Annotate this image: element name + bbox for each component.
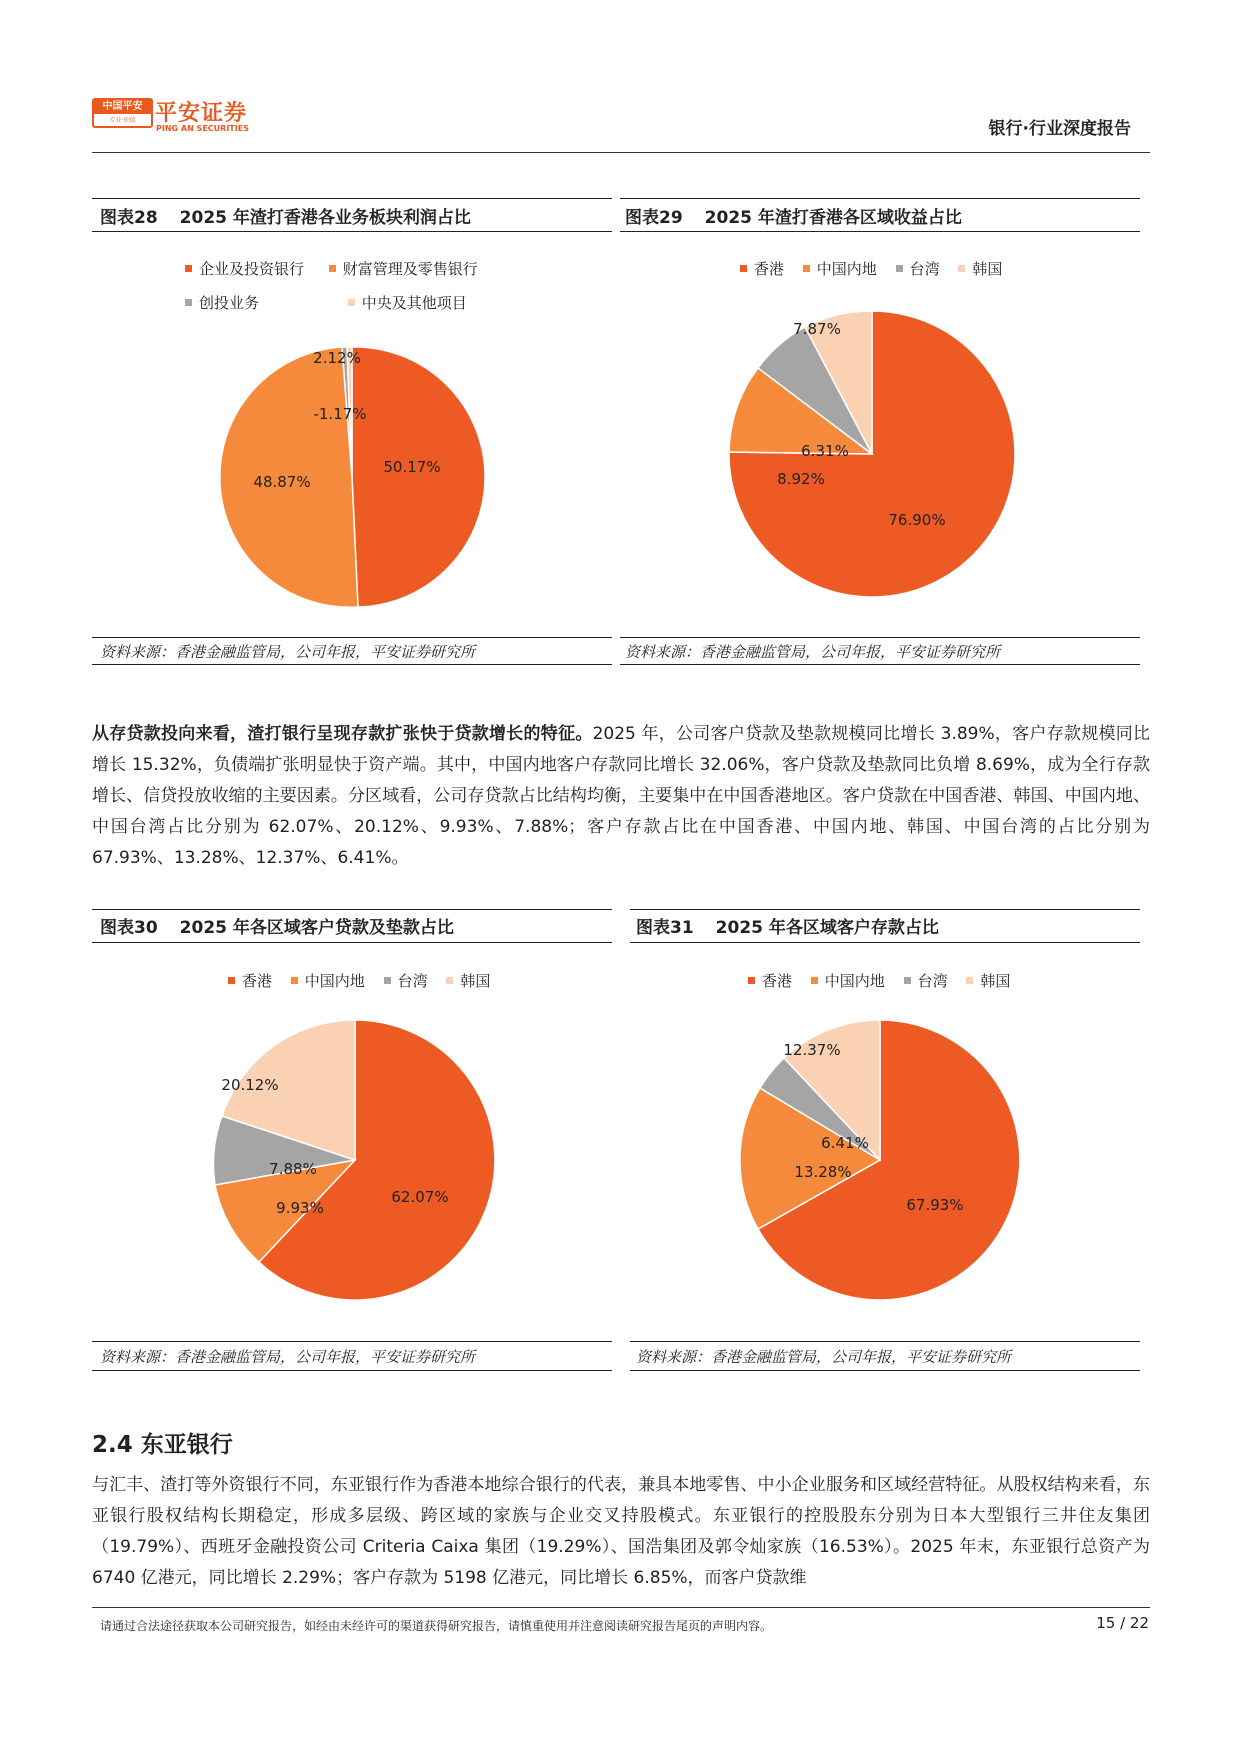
legend-item [384,970,428,991]
legend-swatch [291,977,298,984]
legend-item [748,970,792,991]
legend-label: 中国内地 [816,260,877,278]
footer-divider [92,1607,1150,1608]
legend-label: 创投业务 [199,294,260,312]
pie-chart [720,302,1030,612]
figure-title-text: 2025 年各区域客户贷款及垫款占比 [179,918,454,938]
legend-label: 企业及投资银行 [199,260,305,278]
legend-label: 台湾 [397,972,428,990]
logo-bottom-text: 专业·价值 [109,117,136,124]
legend-swatch [384,977,391,984]
data-label: 67.93% [906,1196,964,1214]
legend-label: 香港 [242,972,273,990]
legend-item [896,258,940,279]
legend-label: 中国内地 [304,972,365,990]
data-label: 50.17% [383,458,441,476]
footer-disclaimer: 请通过合法途径获取本公司研究报告，如经由未经许可的渠道获得研究报告，请慎重使用并注意阅读研究报告尾页的声明内容。 [100,1619,773,1633]
legend-swatch [329,265,336,272]
figure-top-rule [92,909,612,910]
legend-label: 中国内地 [824,972,885,990]
figure-title-rule [92,942,612,943]
legend-swatch [740,265,747,272]
legend-item [966,970,1010,991]
body-paragraph: 与汇丰、渣打等外资银行不同，东亚银行作为香港本地综合银行的代表，兼具本地零售、中小企业服务和区域经营特征。从股权结构来看，东亚银行股权结构长期稳定，形成多层级、跨区域的家族与企业交叉持股模式。东亚银行的控股股东分别为日本大型银行三井住友集团（19.79%）、西班牙金融投资公司 Criteria Caixa 集团（19.29%）、国浩集团及郭令灿家族（16.53%）。2025 年末，东亚银行总资产为 6740 亿港元，同比增长 2.29%；客户存款为 5198 亿港元，同比增长 6.85%，而客户贷款维 [92,1475,1150,1588]
data-label: 20.12% [221,1076,279,1094]
source-rule [92,664,612,665]
legend-item [329,258,478,279]
source-rule [92,637,612,638]
page-number: 15 / 22 [1096,1614,1149,1632]
legend-item [958,258,1002,279]
data-label: 12.37% [783,1041,841,1059]
legend-label: 台湾 [917,972,948,990]
legend-label: 香港 [754,260,785,278]
legend-swatch [748,977,755,984]
figure-title-text: 2025 年渣打香港各业务板块利润占比 [179,208,471,228]
legend-swatch [966,977,973,984]
company-logo [92,98,153,128]
data-label: 62.07% [391,1188,449,1206]
chart-legend [185,258,492,279]
figure-source: 资料来源：香港金融监管局，公司年报，平安证券研究所 [625,643,1001,661]
legend-item [446,970,490,991]
figure-number: 图表30 [100,918,158,938]
figure-top-rule [620,198,1140,199]
header-divider [92,152,1150,153]
data-label: 7.87% [793,320,841,338]
brand-name-en: PING AN SECURITIES [156,124,249,133]
figure-number: 图表31 [636,918,694,938]
source-rule [92,1370,612,1371]
legend-swatch [803,265,810,272]
data-label: 48.87% [253,473,311,491]
legend-item [185,258,304,279]
legend-label: 韩国 [972,260,1003,278]
legend-item [803,258,877,279]
figure-number: 图表28 [100,208,158,228]
pie-chart [200,330,500,620]
pie-chart [730,1010,1030,1310]
chart-legend [185,292,481,313]
figure-title-rule [620,231,1140,232]
source-rule [630,1341,1140,1342]
legend-item [228,970,272,991]
figure-top-rule [92,198,612,199]
legend-item [811,970,885,991]
legend-label: 香港 [762,972,793,990]
figure-source: 资料来源：香港金融监管局，公司年报，平安证券研究所 [100,1348,476,1366]
legend-label: 台湾 [909,260,940,278]
legend-item [291,970,365,991]
legend-item [904,970,948,991]
pie-chart [205,1010,505,1310]
figure-title-text: 2025 年各区域客户存款占比 [715,918,939,938]
source-rule [620,637,1140,638]
legend-swatch [904,977,911,984]
source-rule [620,664,1140,665]
figure-title-rule [92,231,612,232]
legend-label: 财富管理及零售银行 [342,260,478,278]
chart-legend [740,258,1016,279]
source-rule [92,1341,612,1342]
report-type: 银行·行业深度报告 [988,119,1131,139]
data-label: 9.93% [276,1199,324,1217]
figure-title [636,913,939,938]
data-label: 2.12% [313,349,361,367]
legend-swatch [811,977,818,984]
legend-swatch [348,299,355,306]
source-rule [630,1370,1140,1371]
legend-swatch [446,977,453,984]
legend-item [185,292,259,313]
legend-swatch [896,265,903,272]
figure-source: 资料来源：香港金融监管局，公司年报，平安证券研究所 [100,643,476,661]
data-label: 7.88% [269,1160,317,1178]
legend-label: 韩国 [460,972,491,990]
legend-item [740,258,784,279]
chart-legend [228,970,504,991]
figure-title-text: 2025 年渣打香港各区域收益占比 [704,208,962,228]
figure-title [100,203,471,228]
logo-top-text: 中国平安 [94,100,151,114]
legend-item [348,292,467,313]
data-label: 8.92% [777,470,825,488]
legend-swatch [185,265,192,272]
figure-top-rule [630,909,1140,910]
data-label: 76.90% [888,511,946,529]
figure-source: 资料来源：香港金融监管局，公司年报，平安证券研究所 [636,1348,1012,1366]
legend-label: 中央及其他项目 [361,294,467,312]
paragraph-body: 2025 年，公司客户贷款及垫款规模同比增长 3.89%，客户存款规模同比增长 15.32%，负债端扩张明显快于资产端。其中，中国内地客户存款同比增长 32.06%，客户贷款及垫款同比负增 8.69%，成为全行存款增长、信贷投放收缩的主要因素。分区域看，公司存贷款占比结构均衡，主要集中在中国香港地区。客户贷款在中国香港、韩国、中国内地、中国台湾占比分别为 62.07%、20.12%、9.93%、7.88%；客户存款占比在中国香港、中国内地、韩国、中国台湾的占比分别为 67.93%、13.28%、12.37%、6.41%。 [92,724,1150,868]
figure-title [100,913,454,938]
data-label: 6.31% [801,442,849,460]
paragraph-lead: 从存贷款投向来看，渣打银行呈现存款扩张快于贷款增长的特征。 [92,724,593,744]
data-label: -1.17% [313,405,367,423]
pie-slice [352,347,485,607]
data-label: 13.28% [794,1163,852,1181]
legend-swatch [228,977,235,984]
body-paragraph [92,719,1150,874]
figure-number: 图表29 [625,208,683,228]
data-label: 6.41% [821,1134,869,1152]
legend-swatch [185,299,192,306]
section-heading: 2.4 东亚银行 [92,1432,233,1458]
figure-title-rule [630,942,1140,943]
brand-name: 平安证券 [155,101,248,126]
legend-label: 韩国 [980,972,1011,990]
legend-swatch [958,265,965,272]
chart-legend [748,970,1024,991]
figure-title [625,203,962,228]
